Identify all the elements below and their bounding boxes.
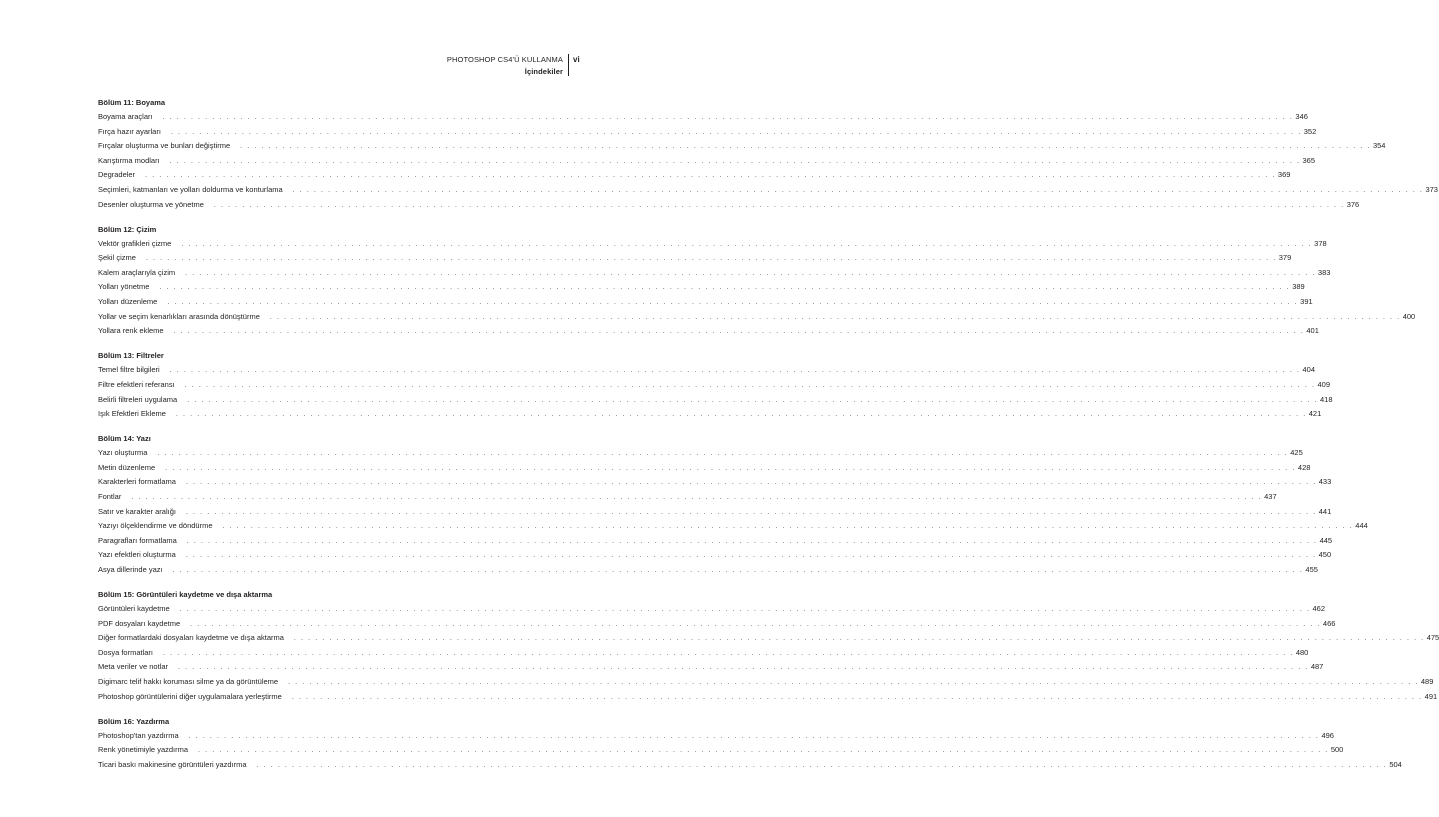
entry-label: Ticari baskı makinesine görüntüleri yazdırma [98,759,247,769]
entry-page-number: 352 [1303,126,1317,136]
entry-page-number: 455 [1305,564,1318,574]
entry-label: PDF dosyaları kaydetme [98,618,181,628]
entry-label: Desenler oluşturma ve yönetme [98,199,204,209]
toc-entry[interactable] [98,311,1416,327]
entry-label: Renk yönetimiyle yazdırma [98,745,189,755]
dot-leader: . . . . . . . . . . . . . . . . . . . . . . . . . . . . . . . . . . . . . . . . . . . . . . . . . . . . . . . . . . . . . . . . . . . . . . . . . . . . . . . . . . . . . . . . . . . . . . . . . . . . . . . . . . . . . . . . . . . . . . . . . . . . . . . . . . . . . . . . . . . . . . . . . . . . . . . . . . . . . . . . [184,381,1316,389]
toc-entry[interactable] [98,535,1333,551]
chapter-title: Bölüm 13: Filtreler [98,351,164,361]
entry-page-number: 401 [1306,326,1319,336]
entry-page-number: 425 [1290,448,1303,458]
dot-leader: . . . . . . . . . . . . . . . . . . . . . . . . . . . . . . . . . . . . . . . . . . . . . . . . . . . . . . . . . . . . . . . . . . . . . . . . . . . . . . . . . . . . . . . . . . . . . . . . . . . . . . . . . . . . . . . . . . . . . . . . . . . . . . . . . . . . . . . . . . . . . . . . . . . . . . . . . . . . . . . . [131,493,1263,501]
entry-page-number: 496 [1321,730,1334,740]
toc-entry[interactable] [98,379,1331,395]
dot-leader: . . . . . . . . . . . . . . . . . . . . . . . . . . . . . . . . . . . . . . . . . . . . . . . . . . . . . . . . . . . . . . . . . . . . . . . . . . . . . . . . . . . . . . . . . . . . . . . . . . . . . . . . . . . . . . . . . . . . . . . . . . . . . . . . . . . . . . . . . . . . . . . . . . . . . . . . . . . . . . . . [190,620,1321,628]
chapter-section [98,224,1416,341]
dot-leader: . . . . . . . . . . . . . . . . . . . . . . . . . . . . . . . . . . . . . . . . . . . . . . . . . . . . . . . . . . . . . . . . . . . . . . . . . . . . . . . . . . . . . . . . . . . . . . . . . . . . . . . . . . . . . . . . . . . . . . . . . . . . . . . . . . . . . . . . . . . . . . . . . . . . . . . . . . . . . . . . [185,508,1317,516]
entry-page-number: 378 [1314,238,1327,248]
toc-entry[interactable] [98,365,1315,380]
dot-leader: . . . . . . . . . . . . . . . . . . . . . . . . . . . . . . . . . . . . . . . . . . . . . . . . . . . . . . . . . . . . . . . . . . . . . . . . . . . . . . . . . . . . . . . . . . . . . . . . . . . . . . . . . . . . . . . . . . . . . . . . . . . . . . . . . . . . . . . . . . . . . . . . . . . . . . . . . . . . . . . . [179,606,1311,614]
entry-label: Filtre efektleri referansı [98,379,175,389]
dot-leader: . . . . . . . . . . . . . . . . . . . . . . . . . . . . . . . . . . . . . . . . . . . . . . . . . . . . . . . . . . . . . . . . . . . . . . . . . . . . . . . . . . . . . . . . . . . . . . . . . . . . . . . . . . . . . . . . . . . . . . . . . . . . . . . . . . . . . . . . . . . . . . . . . . . . . . . . . . . . . . . . [185,552,1317,560]
toc-entry[interactable] [98,462,1311,478]
dot-leader: . . . . . . . . . . . . . . . . . . . . . . . . . . . . . . . . . . . . . . . . . . . . . . . . . . . . . . . . . . . . . . . . . . . . . . . . . . . . . . . . . . . . . . . . . . . . . . . . . . . . . . . . . . . . . . . . . . . . . . . . . . . . . . . . . . . . . . . . . . . . . . . . . . . . . . . . . . . . . . . . [173,328,1305,336]
entry-label: Yazı oluşturma [98,448,148,458]
entry-label: Metin düzenleme [98,462,156,472]
entry-label: Fırçalar oluşturma ve bunları değiştirme [98,141,231,151]
entry-label: Şekil çizme [98,253,136,263]
toc-entry[interactable] [98,112,1308,127]
entry-label: Paragrafları formatlama [98,535,177,545]
entry-page-number: 391 [1300,297,1313,307]
entry-page-number: 487 [1310,662,1324,672]
toc-entry[interactable] [98,521,1368,536]
chapter-title: Bölüm 12: Çizim [98,224,157,234]
entry-page-number: 428 [1297,462,1311,472]
section-title: İçindekiler [524,67,563,76]
dot-leader: . . . . . . . . . . . . . . . . . . . . . . . . . . . . . . . . . . . . . . . . . . . . . . . . . . . . . . . . . . . . . . . . . . . . . . . . . . . . . . . . . . . . . . . . . . . . . . . . . . . . . . . . . . . . . . . . . . . . . . . . . . . . . . . . . . . . . . . . . . . . . . . . . . . . . . . . . . . . . . . . [169,367,1301,375]
toc-entry[interactable] [98,564,1318,580]
entry-label: Işık Efektleri Ekleme [98,409,166,419]
chapter-section [98,716,1402,775]
entry-label: Yolları yönetme [98,282,150,292]
chapter-title: Bölüm 14: Yazı [98,434,151,444]
dot-leader: . . . . . . . . . . . . . . . . . . . . . . . . . . . . . . . . . . . . . . . . . . . . . . . . . . . . . . . . . . . . . . . . . . . . . . . . . . . . . . . . . . . . . . . . . . . . . . . . . . . . . . . . . . . . . . . . . . . . . . . . . . . . . . . . . . . . . . . . . . . . . . . . . . . . . . . . . . . . . . . . [145,172,1276,180]
entry-label: Vektör grafikleri çizme [98,238,172,248]
toc-entry[interactable] [98,618,1336,634]
entry-page-number: 389 [1292,282,1305,292]
entry-page-number: 444 [1355,521,1368,531]
book-title: PHOTOSHOP CS4'Ü KULLANMA [446,55,563,64]
entry-page-number: 346 [1295,112,1308,121]
entry-label: Yollar ve seçim kenarlıkları arasında dönüştürme [98,311,260,321]
dot-leader: . . . . . . . . . . . . . . . . . . . . . . . . . . . . . . . . . . . . . . . . . . . . . . . . . . . . . . . . . . . . . . . . . . . . . . . . . . . . . . . . . . . . . . . . . . . . . . . . . . . . . . . . . . . . . . . . . . . . . . . . . . . . . . . . . . . . . . . . . . . . . . . . . . . . . . . . . . . . . . . . [288,679,1419,686]
entry-page-number: 504 [1389,759,1402,769]
toc-entry[interactable] [98,253,1292,268]
entry-page-number: 445 [1319,535,1333,545]
entry-label: Photoshop görüntülerini diğer uygulamalara yerleştirme [98,691,282,701]
dot-leader: . . . . . . . . . . . . . . . . . . . . . . . . . . . . . . . . . . . . . . . . . . . . . . . . . . . . . . . . . . . . . . . . . . . . . . . . . . . . . . . . . . . . . . . . . . . . . . . . . . . . . . . . . . . . . . . . . . . . . . . . . . . . . . . . . . . . . . . . . . . . . . . . . . . . . . . . . . . . . . . . [293,635,1425,643]
entry-label: Asya dillerinde yazı [98,564,163,574]
toc-entry[interactable] [98,155,1315,171]
toc-entry[interactable] [98,170,1291,185]
entry-label: Görüntüleri kaydetme [98,604,170,614]
entry-label: Photoshop'tan yazdırma [98,730,179,740]
dot-leader: . . . . . . . . . . . . . . . . . . . . . . . . . . . . . . . . . . . . . . . . . . . . . . . . . . . . . . . . . . . . . . . . . . . . . . . . . . . . . . . . . . . . . . . . . . . . . . . . . . . . . . . . . . . . . . . . . . . . . . . . . . . . . . . . . . . . . . . . . . . . . . . . . . . . . . . . . . . . . . . . [198,747,1329,755]
toc-entry[interactable] [98,184,1438,200]
dot-leader: . . . . . . . . . . . . . . . . . . . . . . . . . . . . . . . . . . . . . . . . . . . . . . . . . . . . . . . . . . . . . . . . . . . . . . . . . . . . . . . . . . . . . . . . . . . . . . . . . . . . . . . . . . . . . . . . . . . . . . . . . . . . . . . . . . . . . . . . . . . . . . . . . . . . . . . . . . . . . . . . [145,255,1277,263]
entry-page-number: 383 [1317,267,1331,277]
entry-label: Diğer formatlardaki dosyaları kaydetme ve dışa aktarma [98,633,284,643]
entry-page-number: 376 [1346,199,1360,209]
dot-leader: . . . . . . . . . . . . . . . . . . . . . . . . . . . . . . . . . . . . . . . . . . . . . . . . . . . . . . . . . . . . . . . . . . . . . . . . . . . . . . . . . . . . . . . . . . . . . . . . . . . . . . . . . . . . . . . . . . . . . . . . . . . . . . . . . . . . . . . . . . . . . . . . . . . . . . . . . . . . . . . . [213,201,1345,209]
entry-label: Boyama araçları [98,112,153,121]
entry-label: Meta veriler ve notlar [98,662,169,672]
header-divider [568,54,569,76]
chapter-section [98,589,1439,706]
entry-page-number: 491 [1424,691,1438,701]
toc-entry[interactable] [98,238,1327,254]
toc-entry[interactable] [98,677,1434,692]
dot-leader: . . . . . . . . . . . . . . . . . . . . . . . . . . . . . . . . . . . . . . . . . . . . . . . . . . . . . . . . . . . . . . . . . . . . . . . . . . . . . . . . . . . . . . . . . . . . . . . . . . . . . . . . . . . . . . . . . . . . . . . . . . . . . . . . . . . . . . . . . . . . . . . . . . . . . . . . . . . . . . . . [269,313,1401,321]
entry-label: Karakterleri formatlama [98,477,176,487]
entry-page-number: 421 [1308,409,1322,419]
toc-entry[interactable] [98,394,1333,410]
toc-entry[interactable] [98,491,1277,507]
entry-label: Fırça hazır ayarları [98,126,161,136]
entry-label: Yolları düzenleme [98,297,158,307]
dot-leader: . . . . . . . . . . . . . . . . . . . . . . . . . . . . . . . . . . . . . . . . . . . . . . . . . . . . . . . . . . . . . . . . . . . . . . . . . . . . . . . . . . . . . . . . . . . . . . . . . . . . . . . . . . . . . . . . . . . . . . . . . . . . . . . . . . . . . . . . . . . . . . . . . . . . . . . . . . . . . . . . [162,114,1294,121]
toc-entry[interactable] [98,297,1313,312]
toc-entry[interactable] [98,477,1332,492]
chapter-title: Bölüm 15: Görüntüleri kaydetme ve dışa aktarma [98,590,273,600]
entry-label: Karıştırma modları [98,155,160,165]
entry-page-number: 409 [1317,379,1331,389]
entry-page-number: 379 [1278,253,1292,263]
toc-entry[interactable] [98,282,1305,297]
toc-entry[interactable] [98,267,1331,283]
entry-page-number: 462 [1312,604,1326,614]
dot-leader: . . . . . . . . . . . . . . . . . . . . . . . . . . . . . . . . . . . . . . . . . . . . . . . . . . . . . . . . . . . . . . . . . . . . . . . . . . . . . . . . . . . . . . . . . . . . . . . . . . . . . . . . . . . . . . . . . . . . . . . . . . . . . . . . . . . . . . . . . . . . . . . . . . . . . . . . . . . . . . . . [187,396,1318,404]
dot-leader: . . . . . . . . . . . . . . . . . . . . . . . . . . . . . . . . . . . . . . . . . . . . . . . . . . . . . . . . . . . . . . . . . . . . . . . . . . . . . . . . . . . . . . . . . . . . . . . . . . . . . . . . . . . . . . . . . . . . . . . . . . . . . . . . . . . . . . . . . . . . . . . . . . . . . . . . . . . . . . . . [240,143,1371,151]
dot-leader: . . . . . . . . . . . . . . . . . . . . . . . . . . . . . . . . . . . . . . . . . . . . . . . . . . . . . . . . . . . . . . . . . . . . . . . . . . . . . . . . . . . . . . . . . . . . . . . . . . . . . . . . . . . . . . . . . . . . . . . . . . . . . . . . . . . . . . . . . . . . . . . . . . . . . . . . . . . . . . . . [159,284,1291,292]
entry-label: Belirli filtreleri uygulama [98,394,178,404]
toc-entry[interactable] [98,745,1344,760]
entry-page-number: 480 [1295,647,1309,657]
toc-entry[interactable] [98,662,1324,677]
dot-leader: . . . . . . . . . . . . . . . . . . . . . . . . . . . . . . . . . . . . . . . . . . . . . . . . . . . . . . . . . . . . . . . . . . . . . . . . . . . . . . . . . . . . . . . . . . . . . . . . . . . . . . . . . . . . . . . . . . . . . . . . . . . . . . . . . . . . . . . . . . . . . . . . . . . . . . . . . . . . . . . . [256,761,1388,769]
table-of-contents [98,97,1439,784]
toc-entry[interactable] [98,141,1386,156]
entry-page-number: 475 [1426,633,1439,643]
entry-label: Fontlar [98,491,122,501]
toc-entry[interactable] [98,647,1309,663]
chapter-section [98,350,1333,423]
dot-leader: . . . . . . . . . . . . . . . . . . . . . . . . . . . . . . . . . . . . . . . . . . . . . . . . . . . . . . . . . . . . . . . . . . . . . . . . . . . . . . . . . . . . . . . . . . . . . . . . . . . . . . . . . . . . . . . . . . . . . . . . . . . . . . . . . . . . . . . . . . . . . . . . . . . . . . . . . . . . . . . . [222,523,1354,531]
entry-label: Satır ve karakter aralığı [98,506,176,516]
dot-leader: . . . . . . . . . . . . . . . . . . . . . . . . . . . . . . . . . . . . . . . . . . . . . . . . . . . . . . . . . . . . . . . . . . . . . . . . . . . . . . . . . . . . . . . . . . . . . . . . . . . . . . . . . . . . . . . . . . . . . . . . . . . . . . . . . . . . . . . . . . . . . . . . . . . . . . . . . . . . . . . . [175,411,1307,419]
entry-page-number: 354 [1372,141,1386,151]
entry-label: Yollara renk ekleme [98,326,164,336]
dot-leader: . . . . . . . . . . . . . . . . . . . . . . . . . . . . . . . . . . . . . . . . . . . . . . . . . . . . . . . . . . . . . . . . . . . . . . . . . . . . . . . . . . . . . . . . . . . . . . . . . . . . . . . . . . . . . . . . . . . . . . . . . . . . . . . . . . . . . . . . . . . . . . . . . . . . . . . . . . . . . . . . [185,479,1317,487]
running-header [447,54,563,78]
entry-label: Degradeler [98,170,136,180]
chapter-section [98,97,1438,214]
dot-leader: . . . . . . . . . . . . . . . . . . . . . . . . . . . . . . . . . . . . . . . . . . . . . . . . . . . . . . . . . . . . . . . . . . . . . . . . . . . . . . . . . . . . . . . . . . . . . . . . . . . . . . . . . . . . . . . . . . . . . . . . . . . . . . . . . . . . . . . . . . . . . . . . . . . . . . . . . . . . . . . . [169,157,1301,165]
toc-entry[interactable] [98,506,1332,522]
dot-leader: . . . . . . . . . . . . . . . . . . . . . . . . . . . . . . . . . . . . . . . . . . . . . . . . . . . . . . . . . . . . . . . . . . . . . . . . . . . . . . . . . . . . . . . . . . . . . . . . . . . . . . . . . . . . . . . . . . . . . . . . . . . . . . . . . . . . . . . . . . . . . . . . . . . . . . . . . . . . . . . . [167,299,1299,307]
entry-page-number: 489 [1420,677,1434,686]
toc-entry[interactable] [98,633,1439,648]
entry-label: Yazı efektleri oluşturma [98,550,176,560]
entry-label: Temel filtre bilgileri [98,365,160,375]
dot-leader: . . . . . . . . . . . . . . . . . . . . . . . . . . . . . . . . . . . . . . . . . . . . . . . . . . . . . . . . . . . . . . . . . . . . . . . . . . . . . . . . . . . . . . . . . . . . . . . . . . . . . . . . . . . . . . . . . . . . . . . . . . . . . . . . . . . . . . . . . . . . . . . . . . . . . . . . . . . . . . . . [188,732,1320,740]
dot-leader: . . . . . . . . . . . . . . . . . . . . . . . . . . . . . . . . . . . . . . . . . . . . . . . . . . . . . . . . . . . . . . . . . . . . . . . . . . . . . . . . . . . . . . . . . . . . . . . . . . . . . . . . . . . . . . . . . . . . . . . . . . . . . . . . . . . . . . . . . . . . . . . . . . . . . . . . . . . . . . . . [292,186,1424,194]
chapter-title: Bölüm 16: Yazdırma [98,716,170,726]
entry-label: Kalem araçlarıyla çizim [98,267,176,277]
dot-leader: . . . . . . . . . . . . . . . . . . . . . . . . . . . . . . . . . . . . . . . . . . . . . . . . . . . . . . . . . . . . . . . . . . . . . . . . . . . . . . . . . . . . . . . . . . . . . . . . . . . . . . . . . . . . . . . . . . . . . . . . . . . . . . . . . . . . . . . . . . . . . . . . . . . . . . . . . . . . . . . . [186,537,1318,545]
toc-entry[interactable] [98,126,1317,142]
toc-entry[interactable] [98,691,1438,707]
toc-entry[interactable] [98,604,1326,619]
entry-label: Yazıyı ölçeklendirme ve döndürme [98,521,213,531]
entry-page-number: 450 [1318,550,1332,560]
entry-page-number: 418 [1320,394,1333,404]
entry-page-number: 400 [1402,311,1416,321]
entry-label: Digimarc telif hakkı koruması silme ya da görüntüleme [98,677,279,686]
dot-leader: . . . . . . . . . . . . . . . . . . . . . . . . . . . . . . . . . . . . . . . . . . . . . . . . . . . . . . . . . . . . . . . . . . . . . . . . . . . . . . . . . . . . . . . . . . . . . . . . . . . . . . . . . . . . . . . . . . . . . . . . . . . . . . . . . . . . . . . . . . . . . . . . . . . . . . . . . . . . . . . . [170,128,1302,136]
dot-leader: . . . . . . . . . . . . . . . . . . . . . . . . . . . . . . . . . . . . . . . . . . . . . . . . . . . . . . . . . . . . . . . . . . . . . . . . . . . . . . . . . . . . . . . . . . . . . . . . . . . . . . . . . . . . . . . . . . . . . . . . . . . . . . . . . . . . . . . . . . . . . . . . . . . . . . . . . . . . . . . . [165,464,1296,472]
chapter-section [98,433,1368,579]
chapter-title: Bölüm 11: Boyama [98,98,166,107]
dot-leader: . . . . . . . . . . . . . . . . . . . . . . . . . . . . . . . . . . . . . . . . . . . . . . . . . . . . . . . . . . . . . . . . . . . . . . . . . . . . . . . . . . . . . . . . . . . . . . . . . . . . . . . . . . . . . . . . . . . . . . . . . . . . . . . . . . . . . . . . . . . . . . . . . . . . . . . . . . . . . . . . [178,664,1309,672]
toc-entry[interactable] [98,759,1402,775]
toc-entry[interactable] [98,550,1332,565]
dot-leader: . . . . . . . . . . . . . . . . . . . . . . . . . . . . . . . . . . . . . . . . . . . . . . . . . . . . . . . . . . . . . . . . . . . . . . . . . . . . . . . . . . . . . . . . . . . . . . . . . . . . . . . . . . . . . . . . . . . . . . . . . . . . . . . . . . . . . . . . . . . . . . . . . . . . . . . . . . . . . . . . [291,693,1423,701]
dot-leader: . . . . . . . . . . . . . . . . . . . . . . . . . . . . . . . . . . . . . . . . . . . . . . . . . . . . . . . . . . . . . . . . . . . . . . . . . . . . . . . . . . . . . . . . . . . . . . . . . . . . . . . . . . . . . . . . . . . . . . . . . . . . . . . . . . . . . . . . . . . . . . . . . . . . . . . . . . . . . . . . [181,240,1313,248]
entry-page-number: 433 [1318,477,1332,487]
entry-label: Dosya formatları [98,647,154,657]
toc-entry[interactable] [98,730,1334,746]
entry-page-number: 365 [1302,155,1315,165]
dot-leader: . . . . . . . . . . . . . . . . . . . . . . . . . . . . . . . . . . . . . . . . . . . . . . . . . . . . . . . . . . . . . . . . . . . . . . . . . . . . . . . . . . . . . . . . . . . . . . . . . . . . . . . . . . . . . . . . . . . . . . . . . . . . . . . . . . . . . . . . . . . . . . . . . . . . . . . . . . . . . . . . [157,450,1289,458]
toc-entry[interactable] [98,326,1319,341]
entry-page-number: 441 [1318,506,1332,516]
toc-entry[interactable] [98,448,1303,463]
dot-leader: . . . . . . . . . . . . . . . . . . . . . . . . . . . . . . . . . . . . . . . . . . . . . . . . . . . . . . . . . . . . . . . . . . . . . . . . . . . . . . . . . . . . . . . . . . . . . . . . . . . . . . . . . . . . . . . . . . . . . . . . . . . . . . . . . . . . . . . . . . . . . . . . . . . . . . . . . . . . . . . . [172,566,1304,574]
toc-entry[interactable] [98,199,1360,215]
entry-page-number: 466 [1322,618,1336,628]
entry-label: Seçimleri, katmanları ve yolları doldurma ve konturlama [98,184,283,194]
entry-page-number: 500 [1330,745,1344,755]
dot-leader: . . . . . . . . . . . . . . . . . . . . . . . . . . . . . . . . . . . . . . . . . . . . . . . . . . . . . . . . . . . . . . . . . . . . . . . . . . . . . . . . . . . . . . . . . . . . . . . . . . . . . . . . . . . . . . . . . . . . . . . . . . . . . . . . . . . . . . . . . . . . . . . . . . . . . . . . . . . . . . . . [185,269,1316,277]
entry-page-number: 404 [1302,365,1315,375]
toc-entry[interactable] [98,409,1322,424]
page-number: vi [573,55,580,64]
dot-leader: . . . . . . . . . . . . . . . . . . . . . . . . . . . . . . . . . . . . . . . . . . . . . . . . . . . . . . . . . . . . . . . . . . . . . . . . . . . . . . . . . . . . . . . . . . . . . . . . . . . . . . . . . . . . . . . . . . . . . . . . . . . . . . . . . . . . . . . . . . . . . . . . . . . . . . . . . . . . . . . . [163,649,1294,657]
entry-page-number: 437 [1264,491,1277,501]
entry-page-number: 373 [1425,184,1438,194]
entry-page-number: 369 [1277,170,1291,180]
